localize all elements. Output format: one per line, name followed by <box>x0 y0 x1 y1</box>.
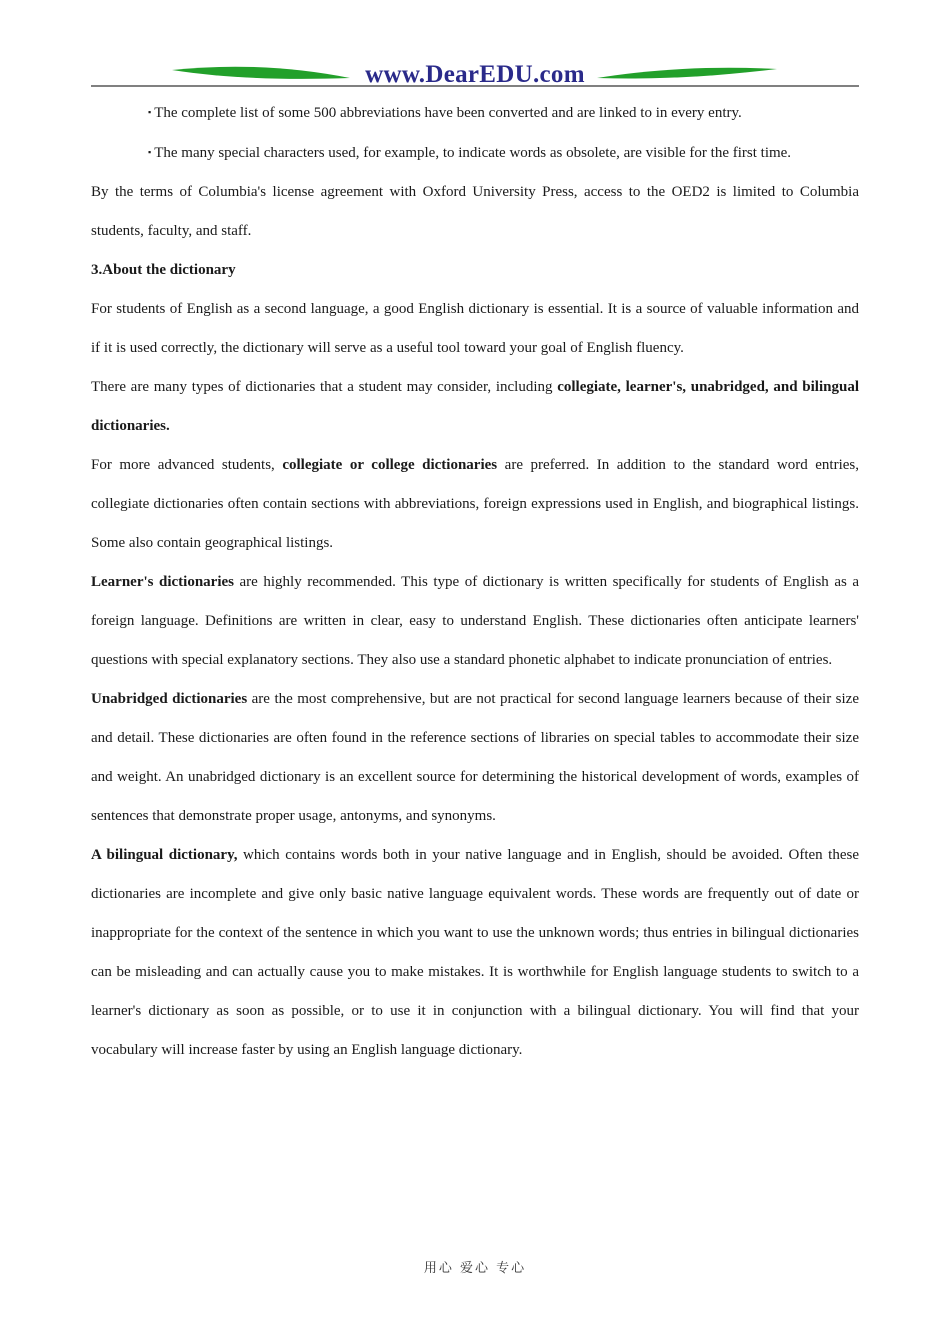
bullet-square-icon: ▪ <box>148 107 152 117</box>
site-url: www.DearEDU.com <box>365 61 585 88</box>
document-body <box>91 93 859 1070</box>
collegiate-paragraph <box>91 446 859 563</box>
license-paragraph: By the terms of Columbia's license agreement with Oxford University Press, access to the OED2 is limited to Columbia students, faculty, and staff. <box>91 184 859 239</box>
bullet-text: The complete list of some 500 abbreviations have been converted and are linked to in every entry. <box>154 105 742 121</box>
types-list: collegiate, learner's, unabridged, and bilingual dictionaries. <box>91 379 859 434</box>
types-lead: There are many types of dictionaries that a student may consider, including <box>91 379 558 395</box>
bilingual-paragraph <box>91 836 859 1070</box>
learners-term: Learner's dictionaries <box>91 574 234 590</box>
bilingual-term: A bilingual dictionary, <box>91 847 238 863</box>
unabridged-rest: are the most comprehensive, but are not practical for second language learners because of their size and detail. These dictionaries are often found in the reference sections of libraries on special tables to accommodate their size and weight. An unabridged dictionary is an excellent source for determining the historical development of words, examples of sentences that demonstrate proper usage, antonyms, and synonyms. <box>91 691 860 824</box>
bullet-square-icon: ▪ <box>148 147 152 157</box>
unabridged-term: Unabridged dictionaries <box>91 691 248 707</box>
collegiate-rest: are preferred. In addition to the standard word entries, collegiate dictionaries often contain sections with abbreviations, foreign expressions used in English, and biographical listings. Some also contain geographical listings. <box>91 457 859 551</box>
intro-paragraph: For students of English as a second language, a good English dictionary is essential. It is a source of valuable information and if it is used correctly, the dictionary will serve as a useful tool toward your goal of English fluency. <box>91 301 859 356</box>
bullet-text: The many special characters used, for example, to indicate words as obsolete, are visible for the first time. <box>154 145 792 161</box>
bullet-item <box>148 133 859 173</box>
page-header <box>0 0 950 100</box>
learners-paragraph <box>91 563 859 680</box>
learners-rest: are highly recommended. This type of dictionary is written specifically for students of English as a foreign language. Definitions are written in clear, easy to understand English. These dictionaries often anticipate learners' questions with special explanatory sections. They also use a standard phonetic alphabet to indicate pronunciation of entries. <box>91 574 859 668</box>
bilingual-rest: which contains words both in your native language and in English, should be avoided. Often these dictionaries are incomplete and give only basic native language equivalent words. These words are frequently out of date or inappropriate for the context of the sentence in which you want to use the unknown words; thus entries in bilingual dictionaries can be misleading and can actually cause you to make mistakes. It is worthwhile for English language students to switch to a learner's dictionary as soon as possible, or to use it in conjunction with a bilingual dictionary. You will find that your vocabulary will increase faster by using an English language dictionary. <box>91 847 859 1058</box>
collegiate-lead: For more advanced students, <box>91 457 283 473</box>
collegiate-term: collegiate or college dictionaries <box>282 457 498 473</box>
section-heading: 3.About the dictionary <box>91 262 236 278</box>
types-paragraph <box>91 368 859 446</box>
page-footer: 用心 爱心 专心 <box>423 1261 527 1276</box>
unabridged-paragraph <box>91 680 859 836</box>
bullet-item <box>148 93 859 133</box>
